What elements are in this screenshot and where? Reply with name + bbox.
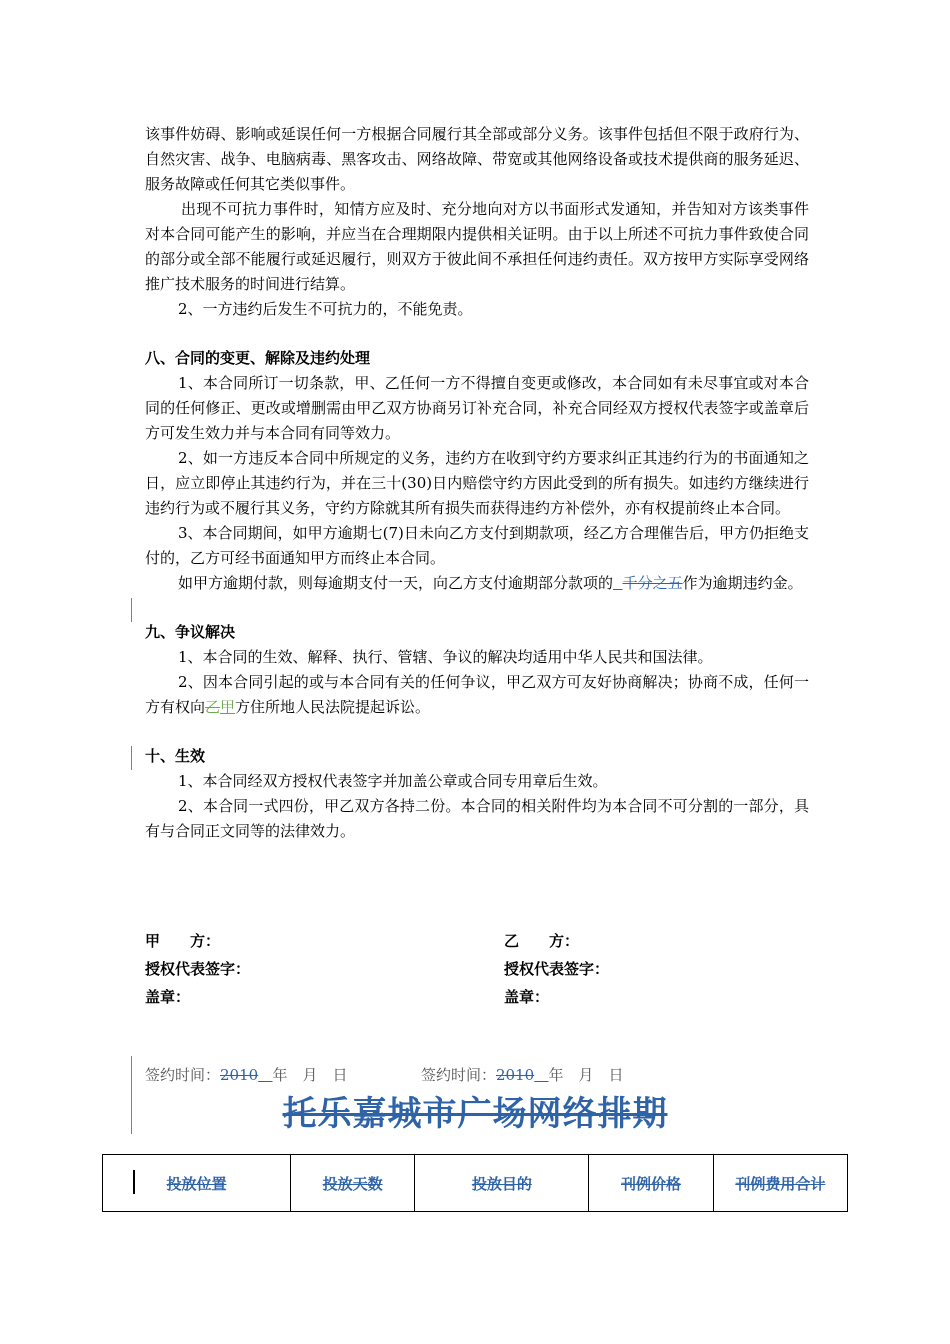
party-a-seal: 盖章： bbox=[145, 988, 191, 1006]
deleted-year-a: 2010 bbox=[220, 1066, 259, 1084]
party-a-label: 甲 方： bbox=[145, 932, 221, 950]
section-8-clause-3: 3、本合同期间，如甲方逾期七(7)日未向乙方支付到期款项，经乙方合理催告后，甲方仍拒绝支付的，乙方可经书面通知甲方而终止本合同。 bbox=[145, 524, 809, 567]
section-9-clause-2-end: 方住所地人民法院提起诉讼。 bbox=[235, 698, 431, 716]
section-8-clause-2: 2、如一方违反本合同中所规定的义务，违约方在收到守约方要求纠正其违约行为的书面通知之日，应立即停止其违约行为，并在三十(30)日内赔偿守约方因此受到的所有损失。如违约方继续进行违约行为或不履行其义务，守约方除就其所有损失而获得违约方补偿外，亦有权提前终止本合同。 bbox=[145, 449, 809, 517]
section-9-clause-2 bbox=[145, 670, 809, 720]
force-majeure-paragraph-1: 该事件妨碍、影响或延误任何一方根据合同履行其全部或部分义务。该事件包括但不限于政府行为、自然灾害、战争、电脑病毒、黑客攻击、网络故障、带宽或其他网络设备或技术提供商的服务延迟、服务故障或任何其它类似事件。 bbox=[145, 125, 809, 193]
column-header: 投放位置 bbox=[103, 1155, 291, 1212]
column-header: 投放目的 bbox=[415, 1155, 589, 1212]
section-8-clause-4 bbox=[145, 571, 809, 596]
section-10-clause-1: 1、本合同经双方授权代表签字并加盖公章或合同专用章后生效。 bbox=[178, 772, 608, 790]
column-header: 刊例费用合计 bbox=[713, 1155, 847, 1212]
force-majeure-paragraph-3: 2、一方违约后发生不可抗力的，不能免责。 bbox=[178, 300, 473, 318]
change-bar bbox=[131, 598, 132, 622]
column-header: 刊例价格 bbox=[589, 1155, 713, 1212]
section-8-clause-1: 1、本合同所订一切条款，甲、乙任何一方不得擅自变更或修改，本合同如有未尽事宜或对本合同的任何修正、更改或增删需由甲乙双方协商另订补充合同，补充合同经双方授权代表签字或盖章后方可发生效力并与本合同有同等效力。 bbox=[145, 374, 809, 442]
party-a-representative: 授权代表签字： bbox=[145, 960, 251, 978]
section-8-heading: 八、合同的变更、解除及违约处理 bbox=[145, 349, 371, 367]
party-b-representative: 授权代表签字： bbox=[504, 960, 610, 978]
schedule-title: 托乐嘉城市广场网络排期 bbox=[282, 1094, 668, 1134]
section-10-clause-2: 2、本合同一式四份，甲乙双方各持二份。本合同的相关附件均为本合同不可分割的一部分，具有与合同正文同等的法律效力。 bbox=[145, 797, 809, 840]
inserted-party-text: 甲 bbox=[220, 698, 236, 716]
section-10-heading: 十、生效 bbox=[145, 747, 206, 765]
contract-body bbox=[145, 122, 809, 844]
section-9-heading: 九、争议解决 bbox=[145, 623, 236, 641]
force-majeure-paragraph-2: 出现不可抗力事件时，知情方应及时、充分地向对方以书面形式发通知，并告知对方该类事件对本合同可能产生的影响，并应当在合理期限内提供相关证明。由于以上所述不可抗力事件致使合同的部分或全部不能履行或延迟履行，则双方于彼此间不承担任何违约责任。双方按甲方实际享受网络推广技术服务的时间进行结算。 bbox=[145, 200, 809, 293]
deleted-penalty-rate: 千分之五 bbox=[622, 574, 683, 592]
schedule-table bbox=[102, 1154, 848, 1212]
party-b-sign-time: 签约时间：2010 年 月 日 bbox=[421, 1066, 624, 1084]
party-b-seal: 盖章： bbox=[504, 988, 550, 1006]
section-8-clause-4-text: 如甲方逾期付款，则每逾期支付一天，向乙方支付逾期部分款项的 bbox=[178, 574, 614, 592]
section-8-clause-4-end: 作为逾期违约金。 bbox=[682, 574, 803, 592]
deleted-year-b: 2010 bbox=[496, 1066, 535, 1084]
party-a-sign-time: 签约时间：2010 年 月 日 bbox=[145, 1066, 348, 1084]
deleted-party-text: 乙 bbox=[205, 698, 221, 716]
section-9-clause-2-text: 2、因本合同引起的或与本合同有关的任何争议，甲乙双方可友好协商解决；协商不成，任何一方有权向 bbox=[145, 673, 809, 716]
change-bar bbox=[131, 746, 132, 770]
section-9-clause-1: 1、本合同的生效、解释、执行、管辖、争议的解决均适用中华人民共和国法律。 bbox=[178, 648, 713, 666]
table-header-row bbox=[103, 1155, 848, 1212]
party-b-label: 乙 方： bbox=[504, 932, 580, 950]
column-header: 投放天数 bbox=[290, 1155, 414, 1212]
